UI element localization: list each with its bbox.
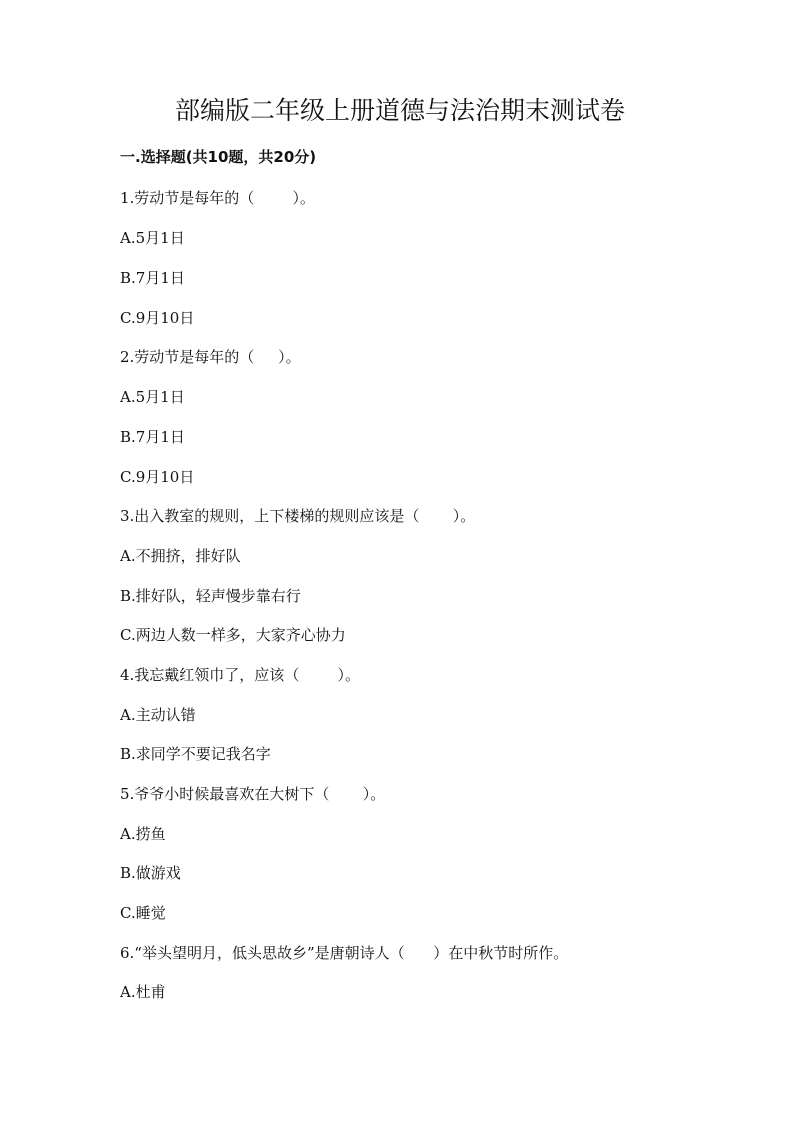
question-1: 1.劳动节是每年的（ ）。 bbox=[120, 189, 315, 207]
option-1c: C.9月10日 bbox=[120, 309, 195, 327]
option-3c: C.两边人数一样多，大家齐心协力 bbox=[120, 626, 346, 644]
option-4b: B.求同学不要记我名字 bbox=[120, 745, 271, 763]
option-1a: A.5月1日 bbox=[120, 229, 185, 247]
option-3b: B.排好队，轻声慢步靠右行 bbox=[120, 587, 301, 605]
option-3a: A.不拥挤，排好队 bbox=[120, 547, 241, 565]
question-5: 5.爷爷小时候最喜欢在大树下（ ）。 bbox=[120, 785, 386, 803]
option-2a: A.5月1日 bbox=[120, 388, 185, 406]
option-5b: B.做游戏 bbox=[120, 864, 181, 882]
option-6a: A.杜甫 bbox=[120, 983, 166, 1001]
option-2c: C.9月10日 bbox=[120, 468, 195, 486]
question-4: 4.我忘戴红领巾了，应该（ ）。 bbox=[120, 666, 360, 684]
question-6: 6.“举头望明月，低头思故乡”是唐朝诗人（ ）在中秋节时所作。 bbox=[120, 944, 569, 962]
option-5c: C.睡觉 bbox=[120, 904, 166, 922]
option-1b: B.7月1日 bbox=[120, 269, 185, 287]
question-3: 3.出入教室的规则，上下楼梯的规则应该是（ ）。 bbox=[120, 507, 476, 525]
page-title: 部编版二年级上册道德与法治期末测试卷 bbox=[174, 96, 625, 125]
question-2: 2.劳动节是每年的（ ）。 bbox=[120, 348, 301, 366]
option-4a: A.主动认错 bbox=[120, 706, 196, 724]
section-heading: 一.选择题(共10题，共20分) bbox=[120, 148, 317, 166]
option-2b: B.7月1日 bbox=[120, 428, 185, 446]
option-5a: A.捞鱼 bbox=[120, 825, 166, 843]
